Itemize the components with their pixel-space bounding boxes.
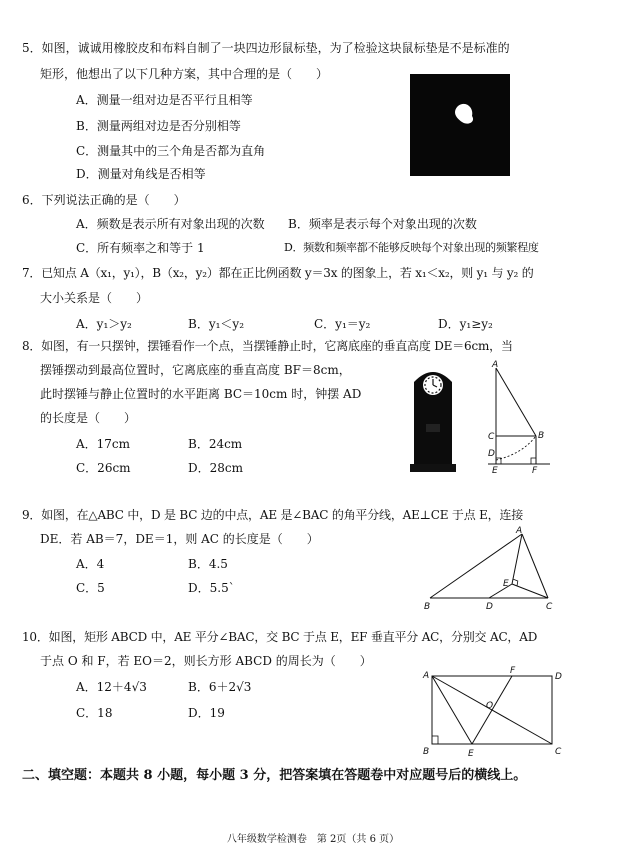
q9-option-d: D．5.5` xyxy=(188,581,235,595)
q10-label-d: D xyxy=(555,672,562,682)
q10-option-a: A．12＋4√3 xyxy=(76,680,147,694)
q8-stem-line2: 摆锤摆动到最高位置时，它离底座的垂直高度 BF＝8cm， xyxy=(40,363,351,377)
q10-option-d: D．19 xyxy=(188,706,225,720)
q9-label-b: B xyxy=(424,602,431,612)
q6-option-b: B．频率是表示每个对象出现的次数 xyxy=(288,217,477,231)
q9-option-a: A．4 xyxy=(76,557,105,571)
q10-option-b: B．6＋2√3 xyxy=(188,680,252,694)
q7-option-d: D．y₁≥y₂ xyxy=(438,317,493,331)
q5-option-b: B．测量两组对边是否分别相等 xyxy=(76,119,241,133)
page-footer: 八年级数学检测卷 第 2页（共 6 页） xyxy=(226,834,400,845)
q8-stem-line3: 此时摆锤与静止位置时的水平距离 BC＝10cm 时，钟摆 AD xyxy=(40,387,362,401)
q5-stem-line2: 矩形，他想出了以下几种方案，其中合理的是（ ） xyxy=(40,67,329,81)
q10-label-b: B xyxy=(423,747,430,757)
pendulum-clock-photo xyxy=(408,364,458,472)
q6-option-d: D．频数和频率都不能够反映每个对象出现的频繁程度 xyxy=(284,241,539,254)
triangle-diagram xyxy=(422,526,562,612)
q8-option-c: C．26cm xyxy=(76,461,131,475)
q9-stem-line1: 9．如图，在△ABC 中，D 是 BC 边的中点，AE 是∠BAC 的角平分线，AE⊥CE 于点 E，连接 xyxy=(22,508,524,522)
q5-option-c: C．测量其中的三个角是否都为直角 xyxy=(76,144,266,158)
q10-label-o: O xyxy=(486,701,494,711)
q8-label-b: B xyxy=(538,431,545,441)
q9-stem-line2: DE．若 AB＝7，DE＝1，则 AC 的长度是（ ） xyxy=(40,532,319,546)
pendulum-diagram xyxy=(484,360,554,474)
q10-label-a: A xyxy=(423,671,430,681)
q7-stem-line1: 7．已知点 A（x₁，y₁），B（x₂，y₂）都在正比例函数 y＝3x 的图象上，若 x₁＜x₂，则 y₁ 与 y₂ 的 xyxy=(22,266,534,280)
q5-stem-line1: 5．如图，诚诚用橡胶皮和布料自制了一块四边形鼠标垫，为了检验这块鼠标垫是不是标准的 xyxy=(22,41,510,55)
q8-label-f: F xyxy=(532,466,538,474)
q8-stem-line1: 8．如图，有一只摆钟，摆锤看作一个点，当摆锤静止时，它离底座的垂直高度 DE＝6cm，当 xyxy=(22,339,513,353)
q9-label-a: A xyxy=(516,526,523,536)
q8-stem-line4: 的长度是（ ） xyxy=(40,411,137,425)
q7-option-c: C．y₁＝y₂ xyxy=(314,317,371,331)
rectangle-diagram xyxy=(422,664,568,760)
q10-stem-line1: 10．如图，矩形 ABCD 中，AE 平分∠BAC，交 BC 于点 E，EF 垂直平分 AC，分别交 AC，AD xyxy=(22,630,538,644)
q8-option-a: A．17cm xyxy=(76,437,131,451)
q8-label-c: C xyxy=(488,432,495,442)
q10-stem-line2: 于点 O 和 F，若 EO＝2，则长方形 ABCD 的周长为（ ） xyxy=(40,654,372,668)
q8-label-e: E xyxy=(492,466,498,474)
q8-option-b: B．24cm xyxy=(188,437,243,451)
q10-label-e: E xyxy=(468,749,474,759)
q8-option-d: D．28cm xyxy=(188,461,243,475)
q6-option-c: C．所有频率之和等于 1 xyxy=(76,241,205,255)
q8-label-a: A xyxy=(492,360,499,370)
q9-option-c: C．5 xyxy=(76,581,105,595)
q5-option-d: D．测量对角线是否相等 xyxy=(76,167,206,181)
q9-option-b: B．4.5 xyxy=(188,557,228,571)
q9-label-c: C xyxy=(546,602,553,612)
mousepad-photo xyxy=(410,74,510,176)
section-heading-fill-in: 二、填空题：本题共 8 小题，每小题 3 分，把答案填在答题卷中对应题号后的横线上。 xyxy=(22,768,527,783)
q7-stem-line2: 大小关系是（ ） xyxy=(40,291,149,305)
q7-option-a: A．y₁＞y₂ xyxy=(76,317,132,331)
q6-stem: 6．下列说法正确的是（ ） xyxy=(22,193,186,207)
q7-option-b: B．y₁＜y₂ xyxy=(188,317,244,331)
q8-label-d: D xyxy=(488,449,495,459)
q9-label-d: D xyxy=(486,602,493,612)
q10-label-f: F xyxy=(510,666,516,676)
q9-label-e: E xyxy=(503,579,509,589)
q10-option-c: C．18 xyxy=(76,706,113,720)
q6-option-a: A．频数是表示所有对象出现的次数 xyxy=(76,217,265,231)
q10-label-c: C xyxy=(555,747,562,757)
q5-option-a: A．测量一组对边是否平行且相等 xyxy=(76,93,253,107)
